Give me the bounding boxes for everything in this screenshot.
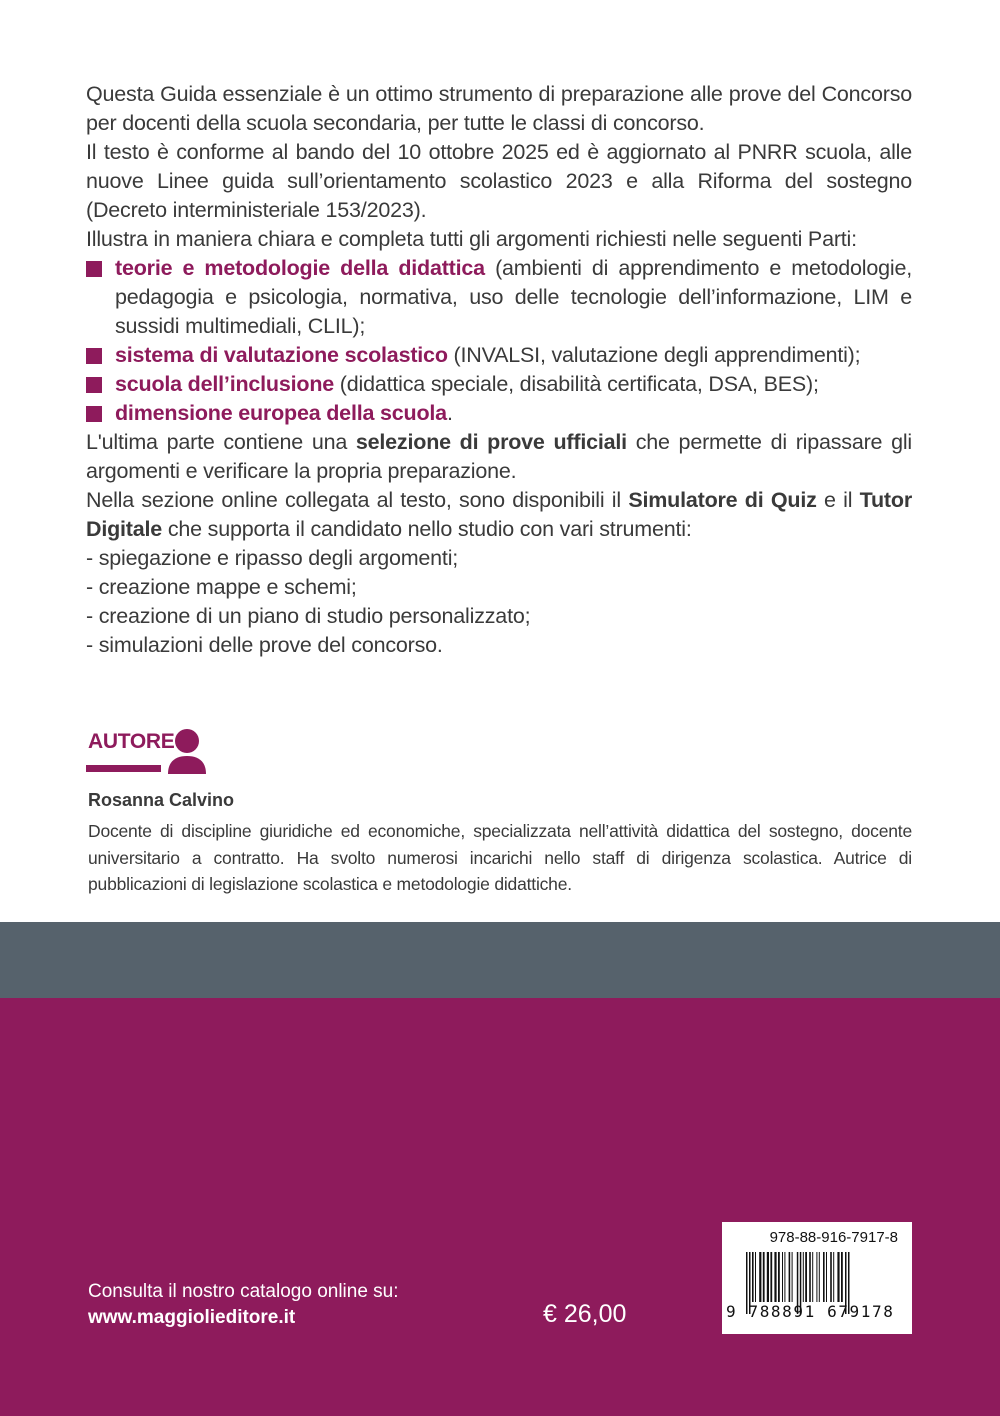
barcode-block [722, 1222, 912, 1334]
list-item: - creazione mappe e schemi; [86, 573, 912, 602]
author-bio: Docente di discipline giuridiche ed economiche, specializzata nell’attività didattica del sostegno, docente universitario a contratto. Ha svolto numerosi incarichi nello staff di dirigenza scolastica. Autrice di pubblicazioni di legislazione scolastica e metodologie didattiche. [88, 821, 912, 894]
price: € 26,00 [543, 1300, 627, 1328]
parts-list [86, 254, 912, 428]
square-bullet-icon [86, 348, 102, 364]
list-item [86, 254, 912, 341]
catalog-label: Consulta il nostro catalogo online su: [88, 1281, 399, 1302]
author-heading-underline [86, 765, 161, 772]
online-section-paragraph [86, 486, 912, 544]
digital-tutor-highlight: Tutor Digitale [86, 488, 912, 541]
part-title: dimensione europea della scuola [115, 401, 447, 425]
list-item [86, 341, 912, 370]
text-span: e il [816, 488, 860, 512]
author-name: Rosanna Calvino [88, 790, 235, 810]
list-item [86, 399, 912, 428]
list-item: - spiegazione e ripasso degli argomenti; [86, 544, 912, 573]
part-detail: (ambienti di apprendimento e metodologie, pedagogia e psicologia, normativa, uso delle tecnologie dell’informazione, LIM e sussidi multimediali, CLIL); [115, 256, 912, 338]
author-heading: AUTORE [88, 730, 175, 753]
isbn-number: 978-88-916-7917-8 [769, 1229, 898, 1246]
official-tests-paragraph [86, 428, 912, 486]
part-detail: (INVALSI, valutazione degli apprendimenti); [447, 343, 861, 367]
square-bullet-icon [86, 377, 102, 393]
text-span: L'ultima parte contiene una [86, 430, 356, 454]
part-title: sistema di valutazione scolastico [115, 343, 448, 367]
square-bullet-icon [86, 406, 102, 422]
official-tests-highlight: selezione di prove ufficiali [355, 430, 627, 454]
text-span: che supporta il candidato nello studio con vari strumenti: [162, 517, 692, 541]
barcode-digits: 9 788891 679178 [726, 1302, 895, 1321]
text-span: che permette di ripassare gli argomenti e verificare la propria preparazione. [86, 430, 913, 483]
quiz-simulator-highlight: Simulatore di Quiz [628, 488, 817, 512]
part-title: scuola dell’inclusione [115, 372, 335, 396]
conformity-paragraph: Il testo è conforme al bando del 10 ottobre 2025 ed è aggiornato al PNRR scuola, alle nuove Linee guida sull’orientamento scolastico 2023 e alla Riforma del sostegno (Decreto interministeriale 153/2023). [86, 140, 912, 222]
part-title: teorie e metodologie della didattica [115, 256, 485, 280]
part-detail: . [446, 401, 453, 425]
tools-list [86, 544, 912, 660]
part-detail: (didattica speciale, disabilità certificata, DSA, BES); [334, 372, 819, 396]
list-item: - creazione di un piano di studio personalizzato; [86, 602, 912, 631]
list-item [86, 370, 912, 399]
footer-panel [0, 998, 1000, 1416]
parts-intro: Illustra in maniera chiara e completa tutti gli argomenti richiesti nelle seguenti Parti: [86, 227, 857, 251]
divider-band [0, 922, 1000, 998]
text-span: Nella sezione online collegata al testo, sono disponibili il [86, 488, 629, 512]
intro-paragraph: Questa Guida essenziale è un ottimo strumento di preparazione alle prove del Concorso per docenti della scuola secondaria, per tutte le classi di concorso. [86, 82, 912, 135]
list-item: - simulazioni delle prove del concorso. [86, 631, 912, 660]
catalog-link[interactable]: www.maggiolieditore.it [88, 1307, 296, 1328]
back-cover-description [86, 80, 912, 660]
square-bullet-icon [86, 261, 102, 277]
person-icon [166, 728, 208, 774]
